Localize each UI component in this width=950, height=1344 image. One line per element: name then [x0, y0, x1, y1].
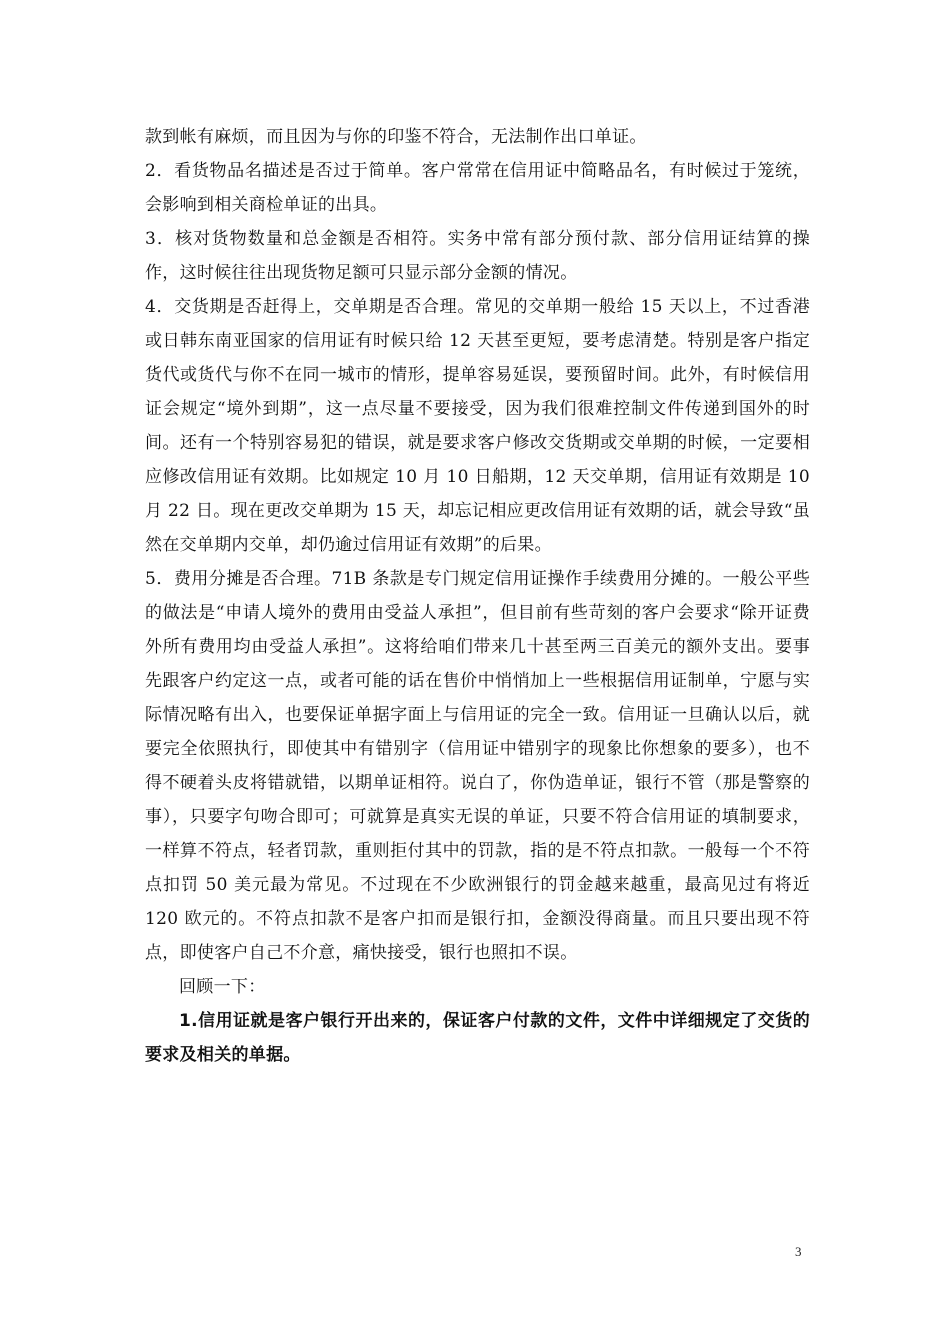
paragraph-item-5: 5．费用分摊是否合理。71B 条款是专门规定信用证操作手续费用分摊的。一般公平些的做法是“申请人境外的费用由受益人承担”，但目前有些苛刻的客户会要求“除开证费外所有费用均由受益人承担”。这将给咱们带来几十甚至两三百美元的额外支出。要事先跟客户约定这一点，或者可能的话在售价中悄悄加上一些根据信用证制单，宁愿与实际情况略有出入，也要保证单据字面上与信用证的完全一致。信用证一旦确认以后，就要完全依照执行，即使其中有错别字（信用证中错别字的现象比你想象的要多），也不得不硬着头皮将错就错，以期单证相符。说白了，你伪造单证，银行不管（那是警察的事），只要字句吻合即可；可就算是真实无误的单证，只要不符合信用证的填制要求，一样算不符点，轻者罚款，重则拒付其中的罚款，指的是不符点扣款。一般每一个不符点扣罚 50 美元最为常见。不过现在不少欧洲银行的罚金越来越重，最高见过有将近 120 欧元的。不符点扣款不是客户扣而是银行扣，金额没得商量。而且只要出现不符点，即使客户自己不介意，痛快接受，银行也照扣不误。: [145, 569, 810, 963]
review-heading: 回顾一下：: [179, 977, 266, 997]
review-point-1: 1.信用证就是客户银行开出来的，保证客户付款的文件，文件中详细规定了交货的要求及相关的单据。: [145, 1011, 810, 1065]
paragraph-item-3: 3．核对货物数量和总金额是否相符。实务中常有部分预付款、部分信用证结算的操作，这时候往往出现货物足额可只显示部分金额的情况。: [145, 229, 810, 283]
paragraph-item-4: 4．交货期是否赶得上，交单期是否合理。常见的交单期一般给 15 天以上，不过香港或日韩东南亚国家的信用证有时候只给 12 天甚至更短，要考虑清楚。特别是客户指定货代或货代与你不在同一城市的情形，提单容易延误，要预留时间。此外，有时候信用证会规定“境外到期”，这一点尽量不要接受，因为我们很难控制文件传递到国外的时间。还有一个特别容易犯的错误，就是要求客户修改交货期或交单期的时候，一定要相应修改信用证有效期。比如规定 10 月 10 日船期，12 天交单期，信用证有效期是 10 月 22 日。现在更改交单期为 15 天，却忘记相应更改信用证有效期的话，就会导致“虽然在交单期内交单，却仍逾过信用证有效期”的后果。: [145, 297, 810, 555]
paragraph-continuation: 款到帐有麻烦，而且因为与你的印鉴不符合，无法制作出口单证。: [145, 127, 647, 147]
paragraph-item-2: 2．看货物品名描述是否过于简单。客户常常在信用证中简略品名，有时候过于笼统，会影响到相关商检单证的出具。: [145, 161, 810, 215]
page-number: 3: [795, 1244, 802, 1259]
document-page: [145, 120, 810, 1072]
